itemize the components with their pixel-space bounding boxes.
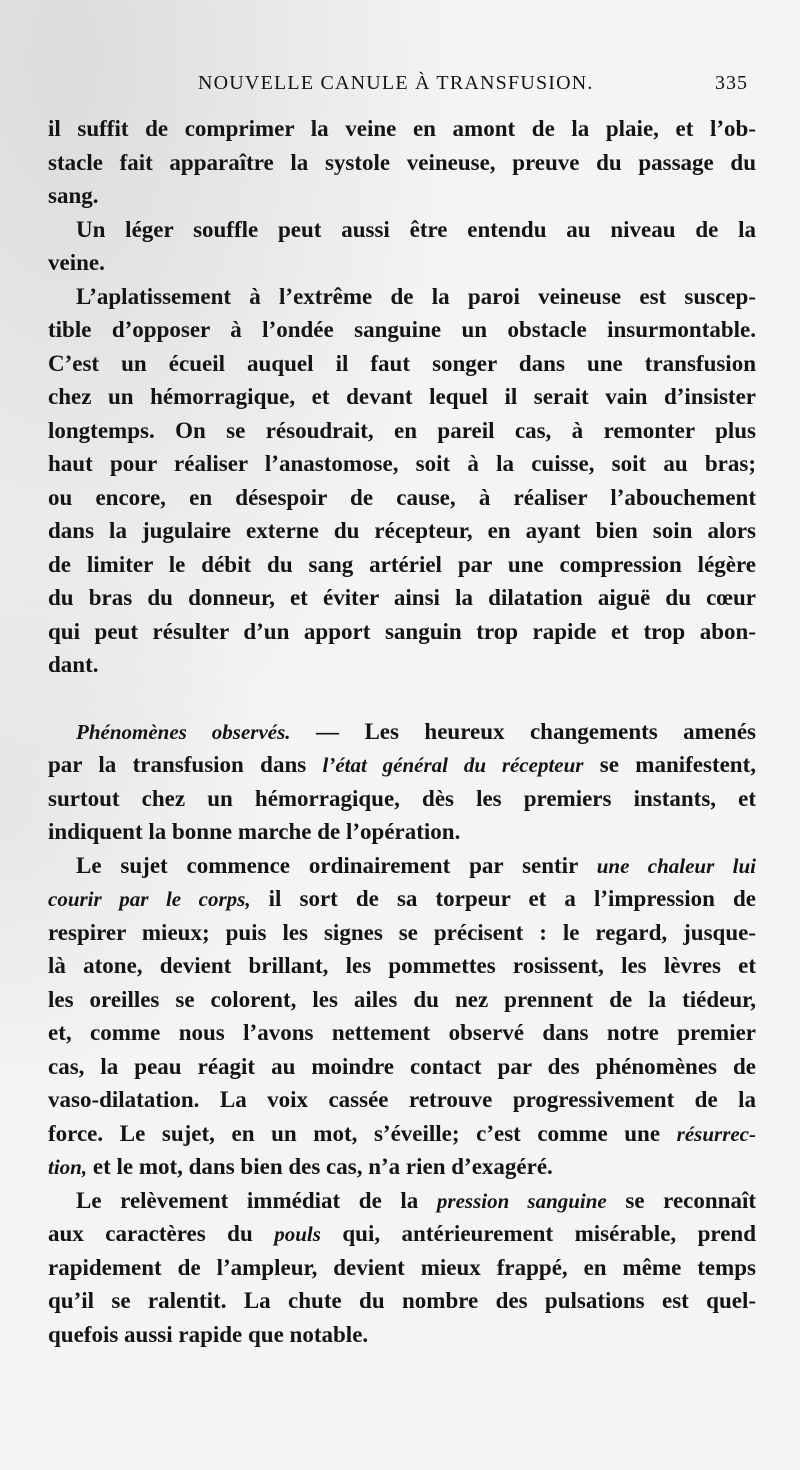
text-line: cas, la peau réagit au moindre contact par des phénomènes de xyxy=(48,1053,756,1079)
text-line: force. Le sujet, en un mot, s’éveille; c’est comme une résurrec- xyxy=(48,1120,756,1146)
text-line: par la transfusion dans l’état général du récepteur se manifestent, xyxy=(48,752,756,777)
italic-phrase: courir par le corps, xyxy=(48,887,251,911)
text-line: rapidement de l’ampleur, devient mieux frappé, en même temps xyxy=(48,1254,756,1280)
text-line: veine. xyxy=(48,250,105,275)
text-line: respirer mieux; puis les signes se précisent : le regard, jusque- xyxy=(48,919,756,945)
text-line: surtout chez un hémorragique, dès les premiers instants, et xyxy=(48,785,756,811)
text-line: Phénomènes observés. — Les heureux changements amenés xyxy=(76,718,756,744)
text-line: L’aplatissement à l’extrême de la paroi veineuse est suscep- xyxy=(76,283,756,309)
italic-phrase: pouls xyxy=(274,1222,321,1246)
text-line: tible d’opposer à l’ondée sanguine un obstacle insurmontable. xyxy=(48,317,756,342)
text-line: tion, et le mot, dans bien des cas, n’a rien d’exagéré. xyxy=(48,1154,553,1179)
italic-phrase: une chaleur lui xyxy=(596,853,756,878)
text-line: de limiter le débit du sang artériel par une compression légère xyxy=(48,551,756,577)
text-line: sang. xyxy=(48,183,99,208)
running-head xyxy=(48,72,756,102)
text-line: indiquent la bonne marche de l’opération. xyxy=(48,819,461,844)
italic-phrase: pression sanguine xyxy=(436,1188,607,1213)
text-line: vaso-dilatation. La voix cassée retrouve progressivement de la xyxy=(48,1087,756,1112)
text-line: Le relèvement immédiat de la pression sanguine se reconnaît xyxy=(76,1187,756,1213)
text-line: les oreilles se colorent, les ailes du nez prennent de la tiédeur, xyxy=(48,986,756,1012)
paragraph-gap xyxy=(48,682,756,715)
italic-phrase: tion, xyxy=(48,1155,88,1179)
italic-phrase: résurrec- xyxy=(676,1121,756,1146)
text-line: dans la jugulaire externe du récepteur, en ayant bien soin alors xyxy=(48,518,756,543)
text-line: ou encore, en désespoir de cause, à réaliser l’abouchement xyxy=(48,484,756,510)
text-line: quefois aussi rapide que notable. xyxy=(48,1321,369,1347)
text-line: courir par le corps, il sort de sa torpeur et a l’impression de xyxy=(48,886,756,911)
text-line: stacle fait apparaître la systole veineuse, preuve du passage du xyxy=(48,149,756,175)
text-line: chez un hémorragique, et devant lequel il serait vain d’insister xyxy=(48,384,756,409)
text-line: aux caractères du pouls qui, antérieurement misérable, prend xyxy=(48,1221,756,1246)
page-number: 335 xyxy=(715,72,748,94)
text-line: il suffit de comprimer la veine en amont de la plaie, et l’ob- xyxy=(48,116,756,141)
text-line: longtemps. On se résoudrait, en pareil cas, à remonter plus xyxy=(48,417,756,443)
italic-phrase: l’état général du récepteur xyxy=(322,753,584,777)
text-line: et, comme nous l’avons nettement observé dans notre premier xyxy=(48,1020,756,1045)
text-line: Le sujet commence ordinairement par sentir une chaleur lui xyxy=(76,852,756,878)
body-text xyxy=(48,112,756,1351)
text-line: du bras du donneur, et éviter ainsi la dilatation aiguë du cœur xyxy=(48,585,756,610)
text-line: haut pour réaliser l’anastomose, soit à la cuisse, soit au bras; xyxy=(48,451,756,476)
text-line: qu’il se ralentit. La chute du nombre des pulsations est quel- xyxy=(48,1288,756,1313)
text-line: dant. xyxy=(48,652,99,677)
text-line: qui peut résulter d’un apport sanguin trop rapide et trop abon- xyxy=(48,618,756,644)
text-line: C’est un écueil auquel il faut songer dans une transfusion xyxy=(48,350,756,376)
text-line: là atone, devient brillant, les pommettes rosissent, les lèvres et xyxy=(48,953,756,978)
running-title: NOUVELLE CANULE À TRANSFUSION. xyxy=(198,72,594,94)
text-line: Un léger souffle peut aussi être entendu au niveau de la xyxy=(76,216,756,242)
italic-phrase: Phénomènes observés. xyxy=(76,719,291,744)
